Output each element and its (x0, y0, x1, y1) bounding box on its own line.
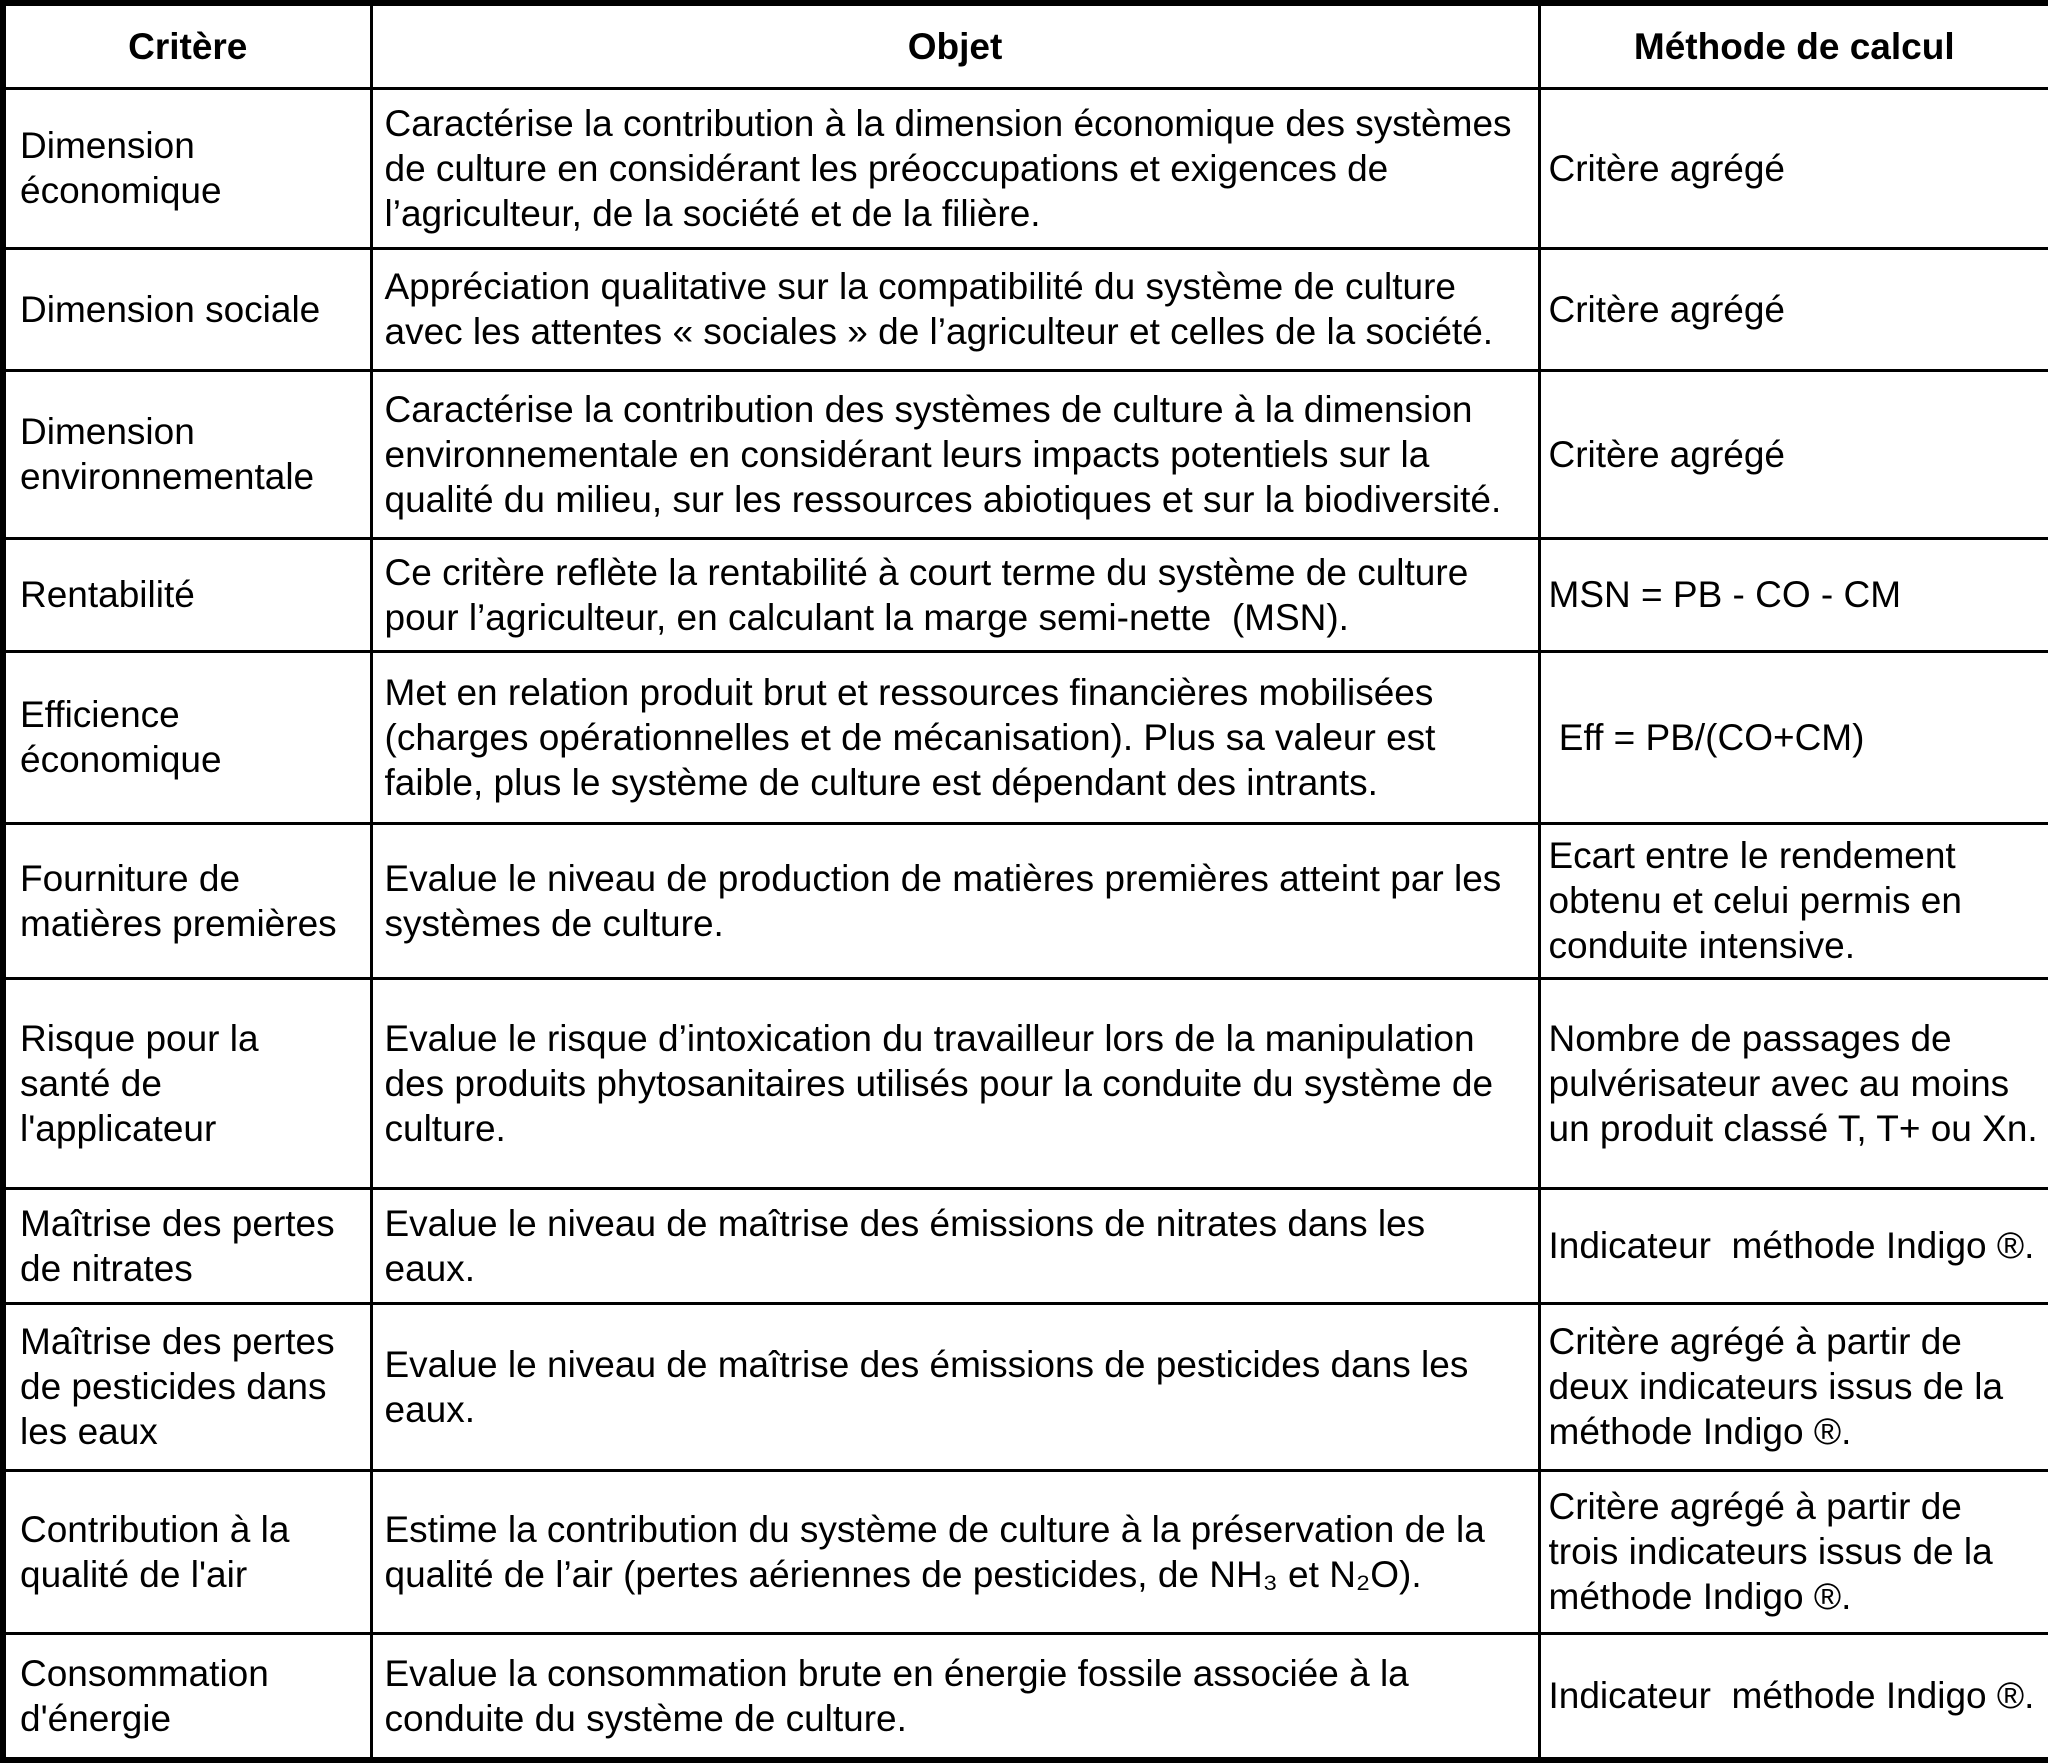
criterion-cell: Dimension environnementale (3, 370, 371, 538)
criterion-cell: Efficience économique (3, 651, 371, 823)
object-cell: Evalue la consommation brute en énergie fossile associée à la conduite du système de culture. (371, 1633, 1539, 1760)
method-cell: Indicateur méthode Indigo ®. (1539, 1633, 2048, 1760)
table-row (3, 823, 2048, 978)
method-cell: Critère agrégé à partir de deux indicateurs issus de la méthode Indigo ®. (1539, 1303, 2048, 1470)
object-cell: Estime la contribution du système de culture à la préservation de la qualité de l’air (pertes aériennes de pesticides, de NH₃ et N₂O). (371, 1470, 1539, 1633)
object-cell: Ce critère reflète la rentabilité à court terme du système de culture pour l’agriculteur, en calculant la marge semi-nette (MSN). (371, 538, 1539, 651)
method-cell: Eff = PB/(CO+CM) (1539, 651, 2048, 823)
table-row (3, 88, 2048, 248)
object-cell: Met en relation produit brut et ressources financières mobilisées (charges opérationnelles et de mécanisation). Plus sa valeur est faible, plus le système de culture est dépendant des intrants. (371, 651, 1539, 823)
object-cell: Caractérise la contribution des systèmes de culture à la dimension environnementale en considérant leurs impacts potentiels sur la qualité du milieu, sur les ressources abiotiques et sur la biodiversité. (371, 370, 1539, 538)
method-cell: Critère agrégé à partir de trois indicateurs issus de la méthode Indigo ®. (1539, 1470, 2048, 1633)
col-header-critere: Critère (3, 3, 371, 88)
object-cell: Appréciation qualitative sur la compatibilité du système de culture avec les attentes « sociales » de l’agriculteur et celles de la société. (371, 248, 1539, 370)
object-cell: Evalue le niveau de maîtrise des émissions de pesticides dans les eaux. (371, 1303, 1539, 1470)
method-cell: Nombre de passages de pulvérisateur avec au moins un produit classé T, T+ ou Xn. (1539, 978, 2048, 1188)
criterion-cell: Dimension économique (3, 88, 371, 248)
method-cell: MSN = PB - CO - CM (1539, 538, 2048, 651)
table-row (3, 651, 2048, 823)
criterion-cell: Dimension sociale (3, 248, 371, 370)
table-row (3, 1188, 2048, 1303)
criterion-cell: Risque pour la santé de l'applicateur (3, 978, 371, 1188)
col-header-methode: Méthode de calcul (1539, 3, 2048, 88)
object-cell: Evalue le niveau de maîtrise des émissions de nitrates dans les eaux. (371, 1188, 1539, 1303)
table-header-row (3, 3, 2048, 88)
table-row (3, 1470, 2048, 1633)
criterion-cell: Maîtrise des pertes de nitrates (3, 1188, 371, 1303)
method-cell: Critère agrégé (1539, 88, 2048, 248)
criterion-cell: Maîtrise des pertes de pesticides dans les eaux (3, 1303, 371, 1470)
object-cell: Evalue le risque d’intoxication du travailleur lors de la manipulation des produits phytosanitaires utilisés pour la conduite du système de culture. (371, 978, 1539, 1188)
method-cell: Critère agrégé (1539, 248, 2048, 370)
table-row (3, 1303, 2048, 1470)
criterion-cell: Consommation d'énergie (3, 1633, 371, 1760)
criterion-cell: Contribution à la qualité de l'air (3, 1470, 371, 1633)
table-row (3, 3, 2048, 88)
table-row (3, 248, 2048, 370)
table-row (3, 538, 2048, 651)
criterion-cell: Rentabilité (3, 538, 371, 651)
method-cell: Critère agrégé (1539, 370, 2048, 538)
col-header-objet: Objet (371, 3, 1539, 88)
table-row (3, 370, 2048, 538)
table-row (3, 1633, 2048, 1760)
table-row (3, 978, 2048, 1188)
method-cell: Ecart entre le rendement obtenu et celui permis en conduite intensive. (1539, 823, 2048, 978)
criterion-cell: Fourniture de matières premières (3, 823, 371, 978)
object-cell: Caractérise la contribution à la dimension économique des systèmes de culture en considérant les préoccupations et exigences de l’agriculteur, de la société et de la filière. (371, 88, 1539, 248)
method-cell: Indicateur méthode Indigo ®. (1539, 1188, 2048, 1303)
object-cell: Evalue le niveau de production de matières premières atteint par les systèmes de culture. (371, 823, 1539, 978)
